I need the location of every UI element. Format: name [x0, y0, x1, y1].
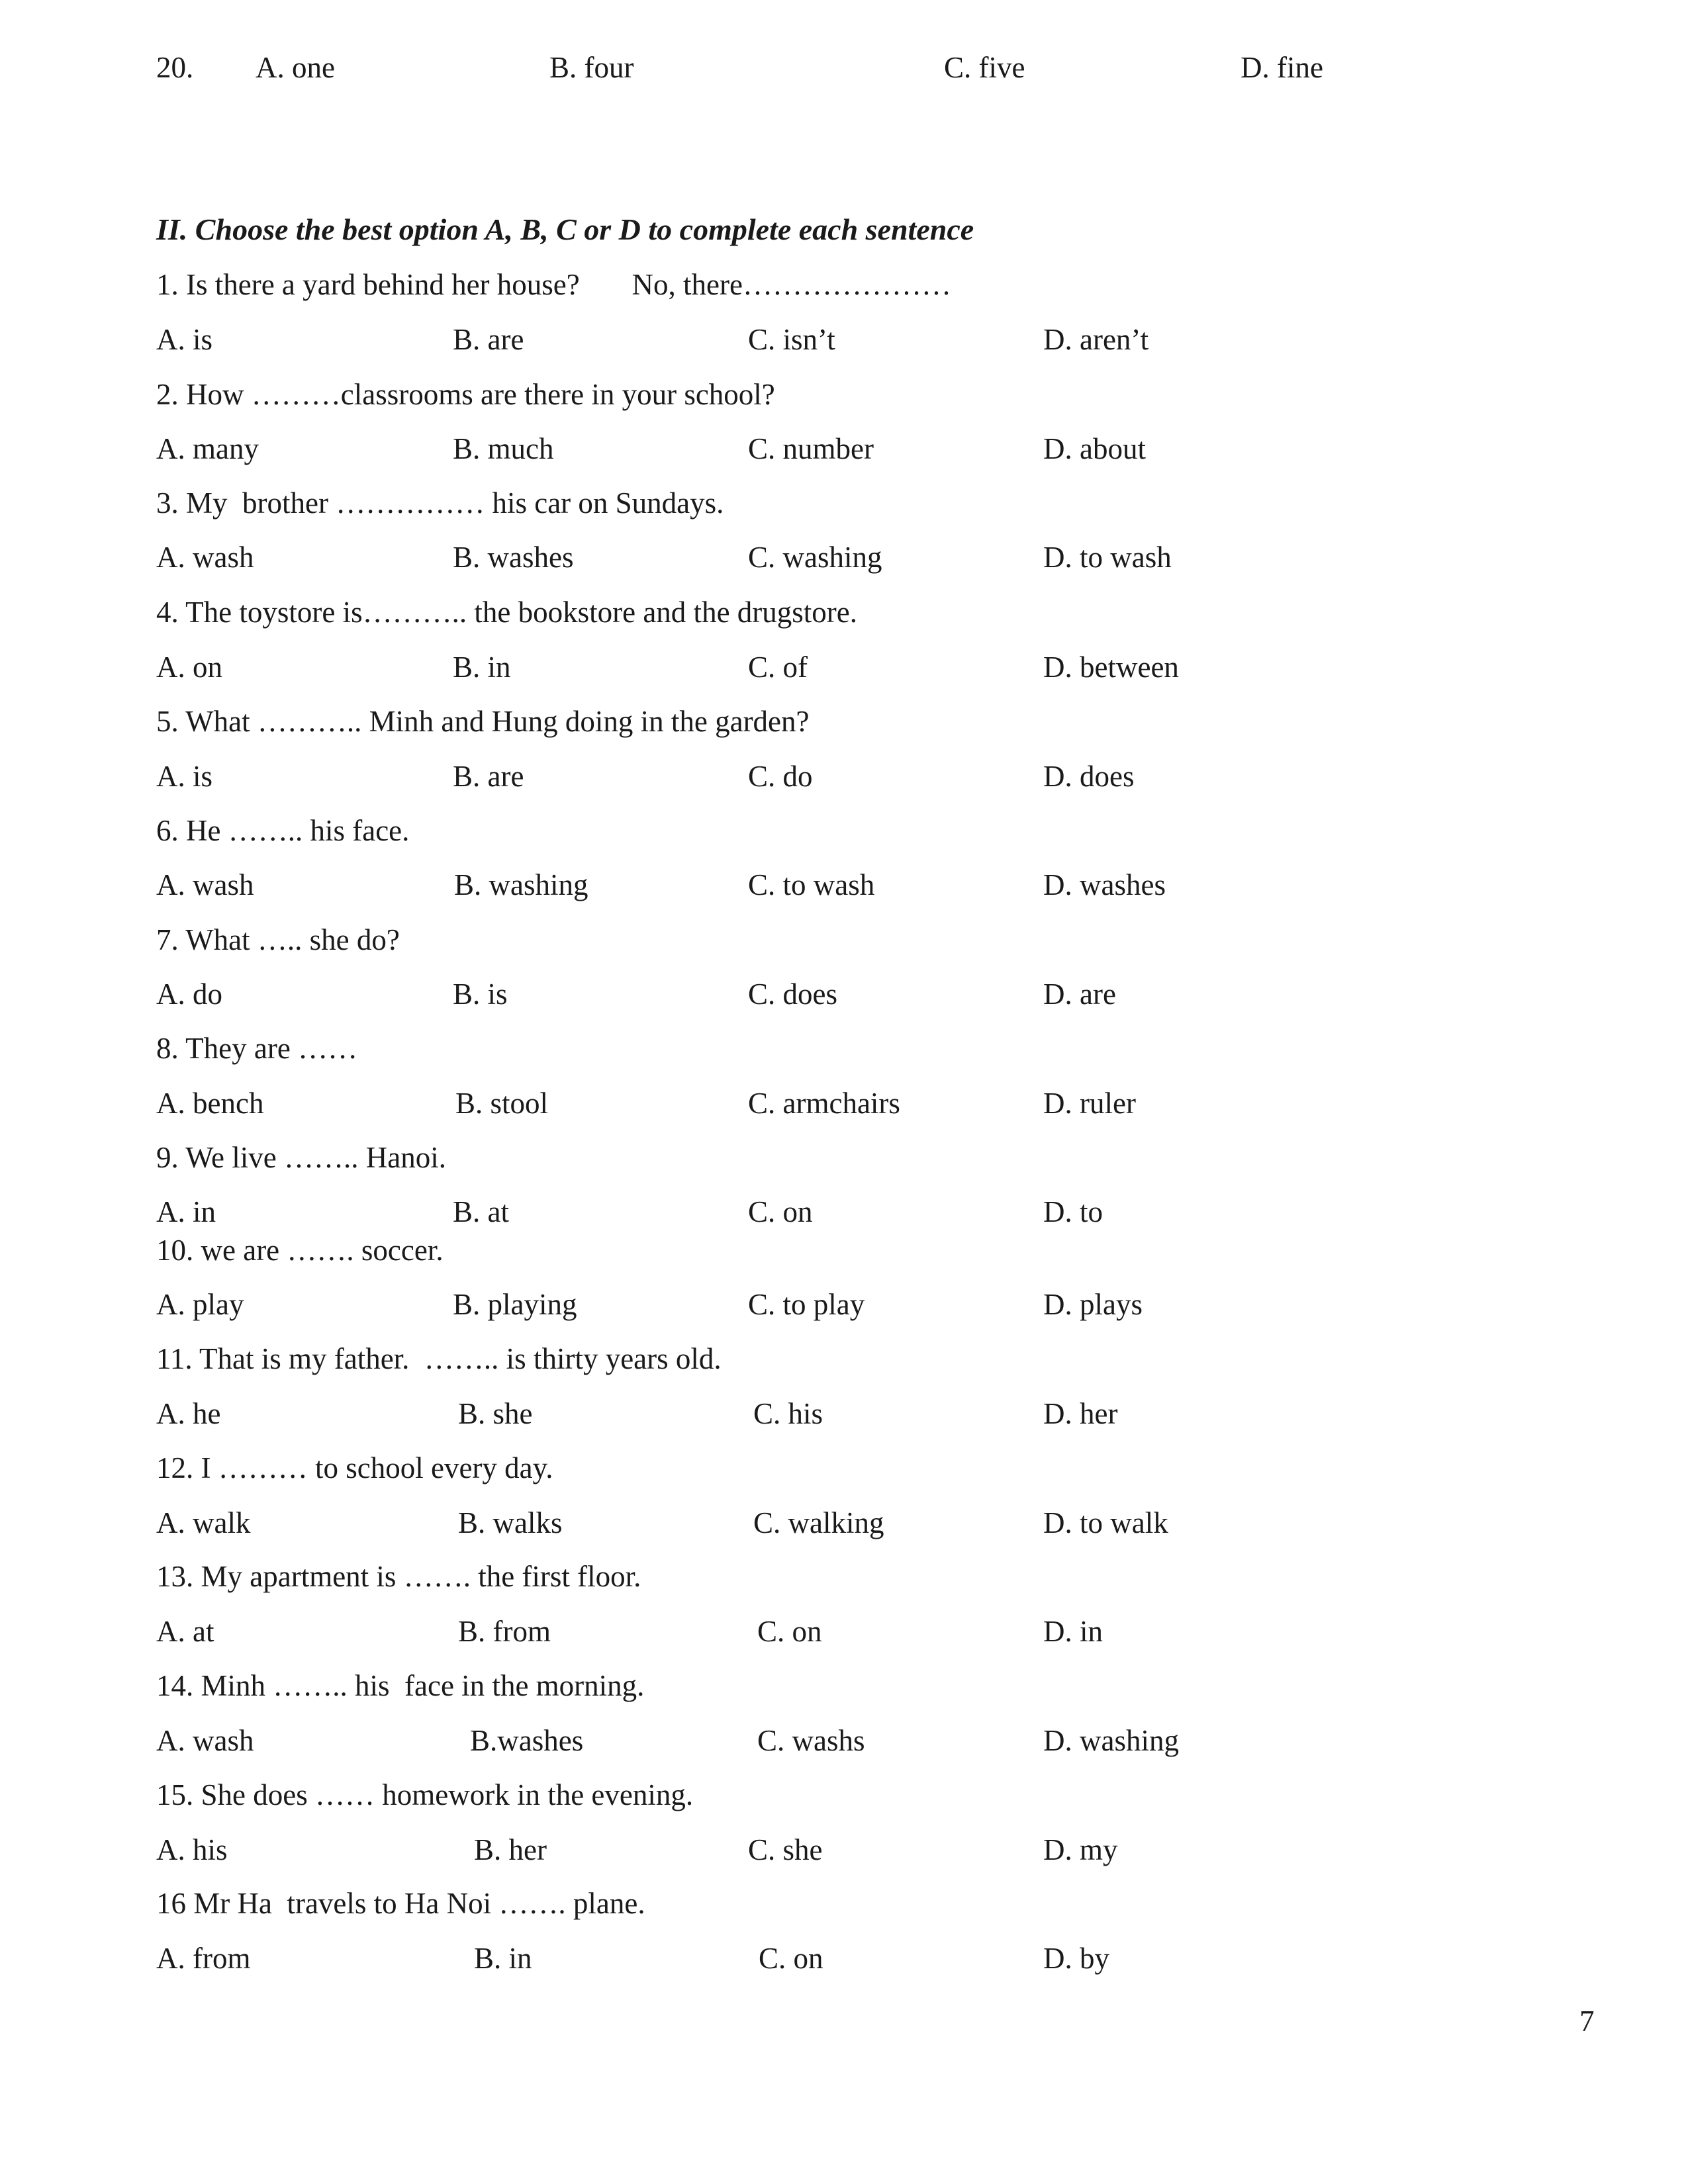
option-d: D. washing — [1043, 1724, 1179, 1757]
option-d: D. about — [1043, 432, 1146, 465]
option-c: C. isn’t — [748, 323, 835, 356]
option-d: D. ruler — [1043, 1087, 1136, 1120]
option-c: C. she — [748, 1833, 823, 1866]
option-c: C. armchairs — [748, 1087, 900, 1120]
option-a: A. in — [156, 1195, 216, 1228]
option-d: D. does — [1043, 760, 1135, 793]
options-row — [0, 429, 1688, 469]
option-d: D. to — [1043, 1195, 1103, 1228]
option-d: D. her — [1043, 1397, 1118, 1430]
option-b: B. is — [453, 978, 508, 1011]
option-d: D. washes — [1043, 868, 1166, 901]
option-a: A. many — [156, 432, 259, 465]
option-a: A. wash — [156, 1724, 254, 1757]
prev-option-c: C. five — [944, 51, 1025, 84]
option-c: C. his — [753, 1397, 823, 1430]
option-c: C. number — [748, 432, 874, 465]
question-text: 15. She does …… homework in the evening. — [156, 1778, 694, 1811]
prev-option-d: D. fine — [1241, 51, 1323, 84]
question-text: 7. What ….. she do? — [156, 923, 400, 956]
options-row — [0, 1721, 1688, 1760]
question-text: 8. They are …… — [156, 1032, 358, 1065]
option-a: A. on — [156, 651, 222, 684]
option-b: B.washes — [470, 1724, 584, 1757]
option-b: B. from — [458, 1615, 551, 1648]
options-row — [0, 1192, 1688, 1232]
question-text: 13. My apartment is ……. the first floor. — [156, 1560, 641, 1593]
option-c: C. of — [748, 651, 808, 684]
option-d: D. to wash — [1043, 541, 1172, 574]
option-b: B. stool — [455, 1087, 549, 1120]
options-row — [0, 1083, 1688, 1123]
prev-item-number: 20. — [156, 51, 194, 84]
options-row — [0, 537, 1688, 577]
question-text: 6. He …….. his face. — [156, 814, 410, 847]
question-text: 14. Minh …….. his face in the morning. — [156, 1669, 645, 1702]
option-c: C. on — [748, 1195, 813, 1228]
options-row — [0, 1503, 1688, 1543]
question-text: 11. That is my father. …….. is thirty years old. — [156, 1342, 722, 1375]
question-text: 9. We live …….. Hanoi. — [156, 1141, 446, 1174]
option-b: B. washing — [454, 868, 588, 901]
option-b: B. she — [458, 1397, 533, 1430]
prev-option-a: A. one — [256, 51, 335, 84]
option-d: D. are — [1043, 978, 1116, 1011]
option-c: C. walking — [753, 1506, 884, 1539]
options-row — [0, 865, 1688, 905]
option-a: A. do — [156, 978, 222, 1011]
options-row — [0, 1285, 1688, 1324]
option-a: A. at — [156, 1615, 214, 1648]
options-row — [0, 1394, 1688, 1433]
prev-item-row — [0, 48, 1688, 87]
question-text: 10. we are ……. soccer. — [156, 1234, 444, 1267]
option-a: A. is — [156, 323, 213, 356]
option-d: D. in — [1043, 1615, 1103, 1648]
option-c: C. to wash — [748, 868, 875, 901]
options-row — [0, 647, 1688, 687]
question-text: 3. My brother …………… his car on Sundays. — [156, 486, 724, 520]
option-c: C. does — [748, 978, 837, 1011]
option-b: B. in — [453, 651, 511, 684]
option-d: D. aren’t — [1043, 323, 1149, 356]
option-a: A. play — [156, 1288, 244, 1321]
option-d: D. my — [1043, 1833, 1118, 1866]
option-b: B. playing — [453, 1288, 577, 1321]
options-row — [0, 1938, 1688, 1978]
option-c: C. washs — [757, 1724, 865, 1757]
option-b: B. her — [474, 1833, 547, 1866]
option-b: B. walks — [458, 1506, 563, 1539]
question-text: 1. Is there a yard behind her house? No, there………………… — [156, 268, 951, 301]
option-a: A. he — [156, 1397, 221, 1430]
question-text: 16 Mr Ha travels to Ha Noi ……. plane. — [156, 1887, 645, 1920]
option-a: A. bench — [156, 1087, 264, 1120]
options-row — [0, 756, 1688, 796]
option-b: B. in — [474, 1942, 532, 1975]
options-row — [0, 974, 1688, 1014]
prev-option-b: B. four — [549, 51, 634, 84]
option-d: D. between — [1043, 651, 1179, 684]
option-a: A. walk — [156, 1506, 251, 1539]
option-c: C. to play — [748, 1288, 865, 1321]
option-d: D. plays — [1043, 1288, 1143, 1321]
option-b: B. washes — [453, 541, 574, 574]
section-heading: II. Choose the best option A, B, C or D to complete each sentence — [156, 212, 974, 246]
option-c: C. on — [759, 1942, 823, 1975]
option-b: B. at — [453, 1195, 509, 1228]
option-c: C. washing — [748, 541, 882, 574]
question-text: 5. What ……….. Minh and Hung doing in the garden? — [156, 705, 810, 738]
question-text: 2. How ………classrooms are there in your school? — [156, 378, 775, 411]
option-c: C. do — [748, 760, 813, 793]
option-d: D. to walk — [1043, 1506, 1168, 1539]
option-a: A. is — [156, 760, 213, 793]
question-text: 4. The toystore is……….. the bookstore and the drugstore. — [156, 596, 857, 629]
question-text: 12. I ……… to school every day. — [156, 1451, 553, 1484]
options-row — [0, 320, 1688, 359]
option-d: D. by — [1043, 1942, 1109, 1975]
option-a: A. from — [156, 1942, 251, 1975]
options-row — [0, 1830, 1688, 1870]
page-number: 7 — [1579, 2005, 1595, 2038]
option-b: B. are — [453, 760, 524, 793]
option-a: A. his — [156, 1833, 228, 1866]
option-b: B. are — [453, 323, 524, 356]
option-b: B. much — [453, 432, 554, 465]
option-a: A. wash — [156, 541, 254, 574]
option-c: C. on — [757, 1615, 822, 1648]
options-row — [0, 1612, 1688, 1651]
option-a: A. wash — [156, 868, 254, 901]
